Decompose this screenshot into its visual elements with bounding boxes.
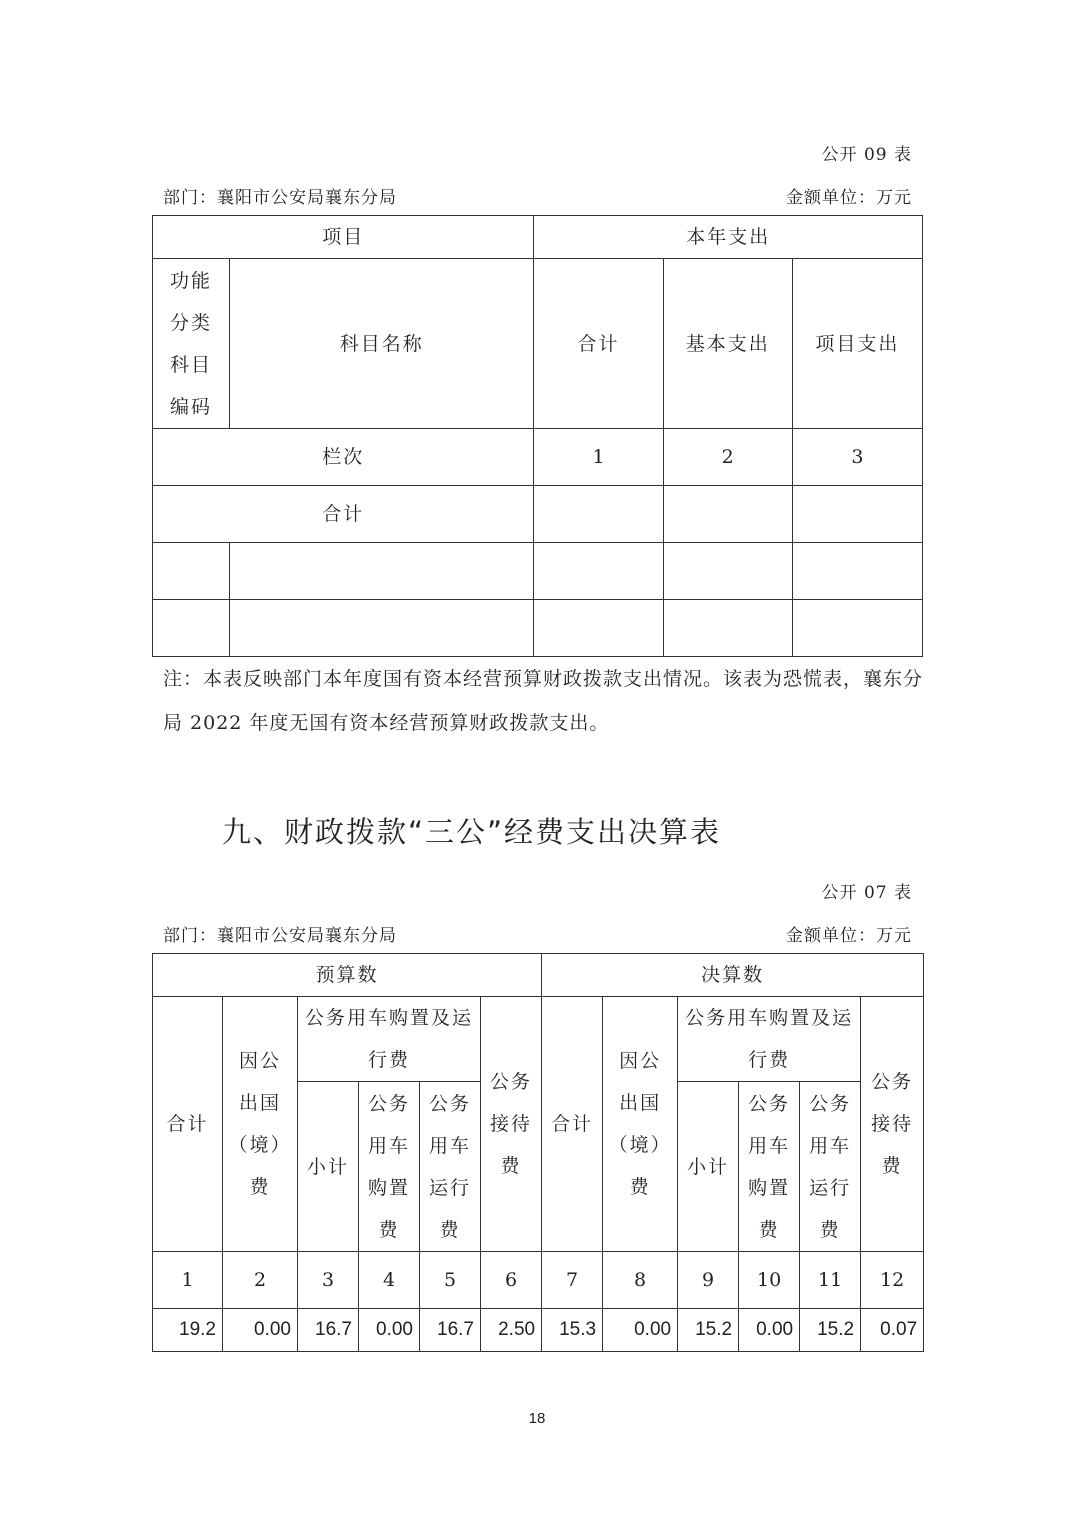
index-cell: 12: [861, 1252, 924, 1309]
value-cell: 0.00: [359, 1309, 420, 1352]
value-cell: 0.07: [861, 1309, 924, 1352]
table09-label: 公开 09 表: [821, 145, 912, 165]
index-cell: 11: [800, 1252, 861, 1309]
empty-cell: [153, 600, 230, 657]
empty-cell: [230, 543, 534, 600]
col-running: 公务 用车 运行 费: [420, 1082, 481, 1252]
header-item: 项目: [153, 216, 534, 259]
col-total: 合计: [542, 997, 603, 1252]
index-cell: 4: [359, 1252, 420, 1309]
col-vehicle: 公务用车购置及运 行费: [298, 997, 481, 1082]
col-running: 公务 用车 运行 费: [800, 1082, 861, 1252]
col-reception: 公务 接待 费: [861, 997, 924, 1252]
empty-cell: [230, 600, 534, 657]
index-cell: 8: [603, 1252, 678, 1309]
table09-department: 部门：襄阳市公安局襄东分局: [163, 188, 397, 208]
col-name: 科目名称: [230, 259, 534, 429]
col-subtotal: 小计: [298, 1082, 359, 1252]
index-cell: 9: [678, 1252, 739, 1309]
col-total: 合计: [534, 259, 663, 429]
value-cell: 16.7: [420, 1309, 481, 1352]
table09-unit: 金额单位：万元: [786, 188, 912, 208]
col-purchase: 公务 用车 购置 费: [359, 1082, 420, 1252]
header-final: 决算数: [542, 954, 924, 997]
col-reception: 公务 接待 费: [481, 997, 542, 1252]
empty-cell: [534, 486, 663, 543]
index-cell: 2: [223, 1252, 298, 1309]
index-cell: 10: [739, 1252, 800, 1309]
value-cell: 0.00: [603, 1309, 678, 1352]
value-cell: 15.3: [542, 1309, 603, 1352]
value-cell: 15.2: [678, 1309, 739, 1352]
col-code: 功能 分类 科目 编码: [153, 259, 230, 429]
index-cell: 6: [481, 1252, 542, 1309]
empty-cell: [153, 543, 230, 600]
row-index-2: 2: [663, 429, 792, 486]
header-budget: 预算数: [153, 954, 542, 997]
empty-cell: [534, 600, 663, 657]
empty-cell: [792, 486, 922, 543]
page-number: 18: [528, 1410, 546, 1427]
col-basic: 基本支出: [663, 259, 792, 429]
col-purchase: 公务 用车 购置 费: [739, 1082, 800, 1252]
index-cell: 1: [153, 1252, 223, 1309]
col-project: 项目支出: [792, 259, 922, 429]
empty-cell: [663, 600, 792, 657]
value-cell: 15.2: [800, 1309, 861, 1352]
col-vehicle: 公务用车购置及运 行费: [678, 997, 861, 1082]
value-cell: 19.2: [153, 1309, 223, 1352]
empty-cell: [792, 543, 922, 600]
index-cell: 5: [420, 1252, 481, 1309]
row-total-label: 合计: [153, 486, 534, 543]
empty-cell: [792, 600, 922, 657]
value-cell: 0.00: [223, 1309, 298, 1352]
row-index-3: 3: [792, 429, 922, 486]
col-abroad: 因公 出国 （境） 费: [223, 997, 298, 1252]
empty-cell: [534, 543, 663, 600]
table07-unit: 金额单位：万元: [786, 926, 912, 946]
table07-department: 部门：襄阳市公安局襄东分局: [163, 926, 397, 946]
empty-cell: [663, 486, 792, 543]
value-cell: 16.7: [298, 1309, 359, 1352]
value-cell: 0.00: [739, 1309, 800, 1352]
header-expense: 本年支出: [534, 216, 923, 259]
value-cell: 2.50: [481, 1309, 542, 1352]
empty-cell: [663, 543, 792, 600]
section9-title: 九、财政拨款“三公”经费支出决算表: [222, 815, 722, 849]
index-cell: 3: [298, 1252, 359, 1309]
table09-note: 注：本表反映部门本年度国有资本经营预算财政拨款支出情况。该表为恐慌表，襄东分 局 2022 年度无国有资本经营预算财政拨款支出。: [163, 668, 924, 734]
table09: [152, 215, 923, 657]
table07-label: 公开 07 表: [821, 883, 912, 903]
col-abroad: 因公 出国 （境） 费: [603, 997, 678, 1252]
row-index-1: 1: [534, 429, 663, 486]
row-index-label: 栏次: [153, 429, 534, 486]
col-total: 合计: [153, 997, 223, 1252]
col-subtotal: 小计: [678, 1082, 739, 1252]
index-cell: 7: [542, 1252, 603, 1309]
table07: [152, 953, 924, 1352]
